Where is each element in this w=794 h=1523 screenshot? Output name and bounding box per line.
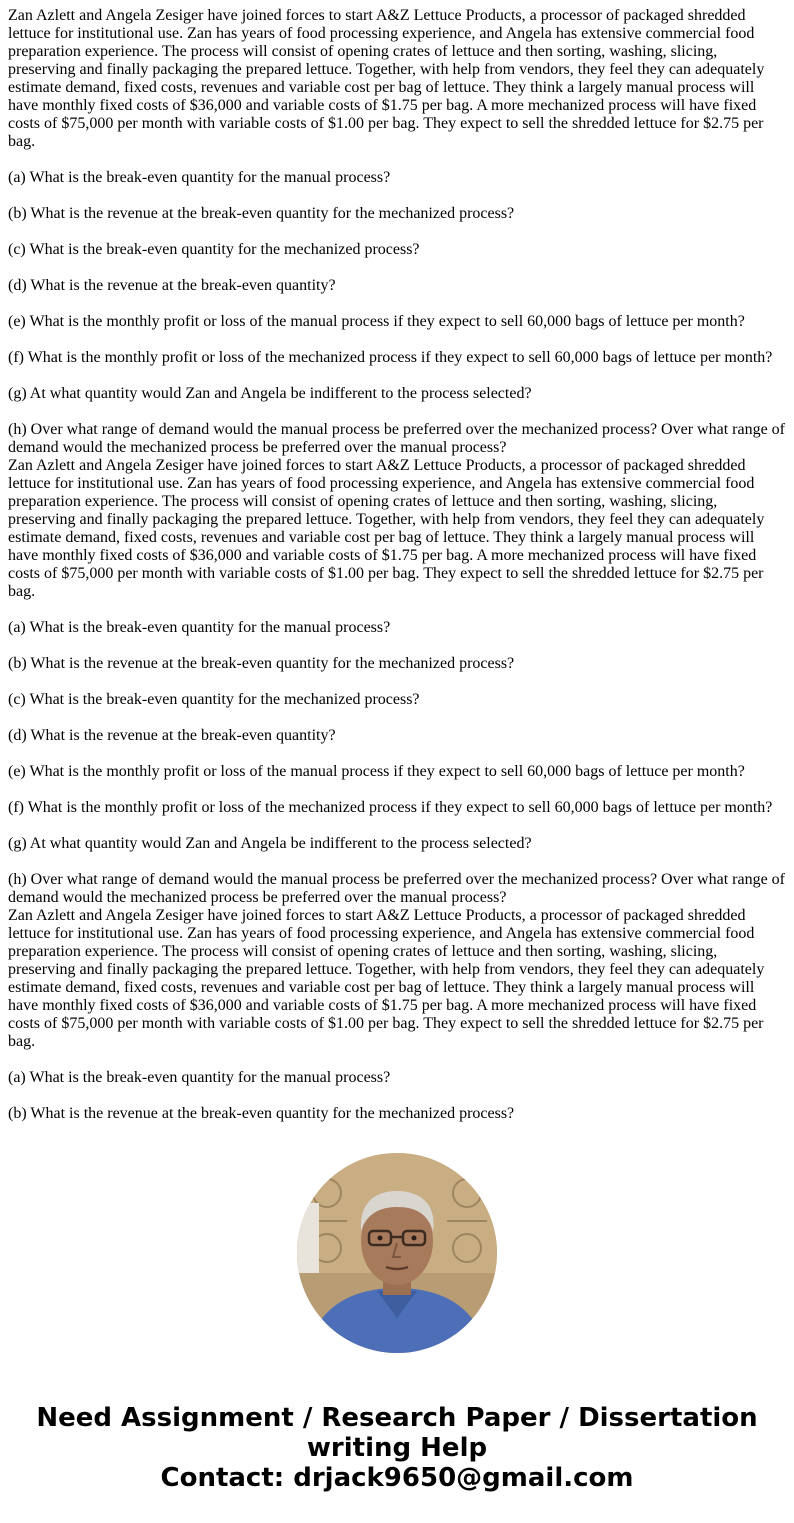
question-b: (b) What is the revenue at the break-even quantity for the mechanized process? bbox=[8, 205, 515, 222]
problem-block-2 bbox=[8, 457, 788, 907]
document-body bbox=[8, 7, 788, 1123]
question-f: (f) What is the monthly profit or loss of the mechanized process if they expect to sell 60,000 bags of lettuce per month? bbox=[8, 349, 773, 366]
problem-block-1 bbox=[8, 7, 788, 457]
question-d: (d) What is the revenue at the break-even quantity? bbox=[8, 727, 336, 744]
question-a: (a) What is the break-even quantity for the manual process? bbox=[8, 1069, 391, 1086]
question-h: (h) Over what range of demand would the manual process be preferred over the mechanized process? Over what range of demand would the mechanized process be preferred over the manual process? bbox=[8, 871, 785, 906]
problem-intro: Zan Azlett and Angela Zesiger have joined forces to start A&Z Lettuce Products, a processor of packaged shredded lettuce for institutional use. Zan has years of food processing experience, and Angela has extensive commercial food preparation experience. The process will consist of opening crates of lettuce and then sorting, washing, slicing, preserving and finally packaging the prepared lettuce. Together, with help from vendors, they feel they can adequately estimate demand, fixed costs, revenues and variable cost per bag of lettuce. They think a largely manual process will have monthly fixed costs of $36,000 and variable costs of $1.75 per bag. A more mechanized process will have fixed costs of $75,000 per month with variable costs of $1.00 per bag. They expect to sell the shredded lettuce for $2.75 per bag. bbox=[8, 7, 765, 150]
question-e: (e) What is the monthly profit or loss of the manual process if they expect to sell 60,000 bags of lettuce per month? bbox=[8, 763, 745, 780]
question-c: (c) What is the break-even quantity for the mechanized process? bbox=[8, 241, 420, 258]
question-g: (g) At what quantity would Zan and Angela be indifferent to the process selected? bbox=[8, 385, 532, 402]
footer-line-1: Need Assignment / Research Paper / Dissertation bbox=[36, 1403, 758, 1433]
question-h: (h) Over what range of demand would the manual process be preferred over the mechanized process? Over what range of demand would the mechanized process be preferred over the manual process? bbox=[8, 421, 785, 456]
footer-contact: Contact: drjack9650@gmail.com bbox=[160, 1463, 634, 1493]
footer-banner bbox=[0, 1403, 794, 1493]
question-f: (f) What is the monthly profit or loss of the mechanized process if they expect to sell 60,000 bags of lettuce per month? bbox=[8, 799, 773, 816]
question-b: (b) What is the revenue at the break-even quantity for the mechanized process? bbox=[8, 655, 515, 672]
footer-line-2: writing Help bbox=[306, 1433, 488, 1463]
problem-intro: Zan Azlett and Angela Zesiger have joined forces to start A&Z Lettuce Products, a processor of packaged shredded lettuce for institutional use. Zan has years of food processing experience, and Angela has extensive commercial food preparation experience. The process will consist of opening crates of lettuce and then sorting, washing, slicing, preserving and finally packaging the prepared lettuce. Together, with help from vendors, they feel they can adequately estimate demand, fixed costs, revenues and variable cost per bag of lettuce. They think a largely manual process will have monthly fixed costs of $36,000 and variable costs of $1.75 per bag. A more mechanized process will have fixed costs of $75,000 per month with variable costs of $1.00 per bag. They expect to sell the shredded lettuce for $2.75 per bag. bbox=[8, 457, 765, 600]
question-d: (d) What is the revenue at the break-even quantity? bbox=[8, 277, 336, 294]
portrait-photo bbox=[297, 1153, 497, 1353]
question-a: (a) What is the break-even quantity for the manual process? bbox=[8, 619, 391, 636]
question-c: (c) What is the break-even quantity for the mechanized process? bbox=[8, 691, 420, 708]
question-g: (g) At what quantity would Zan and Angela be indifferent to the process selected? bbox=[8, 835, 532, 852]
author-portrait-icon bbox=[297, 1153, 497, 1353]
question-e: (e) What is the monthly profit or loss of the manual process if they expect to sell 60,000 bags of lettuce per month? bbox=[8, 313, 745, 330]
question-a: (a) What is the break-even quantity for the manual process? bbox=[8, 169, 391, 186]
problem-intro: Zan Azlett and Angela Zesiger have joined forces to start A&Z Lettuce Products, a processor of packaged shredded lettuce for institutional use. Zan has years of food processing experience, and Angela has extensive commercial food preparation experience. The process will consist of opening crates of lettuce and then sorting, washing, slicing, preserving and finally packaging the prepared lettuce. Together, with help from vendors, they feel they can adequately estimate demand, fixed costs, revenues and variable cost per bag of lettuce. They think a largely manual process will have monthly fixed costs of $36,000 and variable costs of $1.75 per bag. A more mechanized process will have fixed costs of $75,000 per month with variable costs of $1.00 per bag. They expect to sell the shredded lettuce for $2.75 per bag. bbox=[8, 907, 765, 1050]
question-b: (b) What is the revenue at the break-even quantity for the mechanized process? bbox=[8, 1105, 515, 1122]
problem-block-3 bbox=[8, 907, 788, 1123]
